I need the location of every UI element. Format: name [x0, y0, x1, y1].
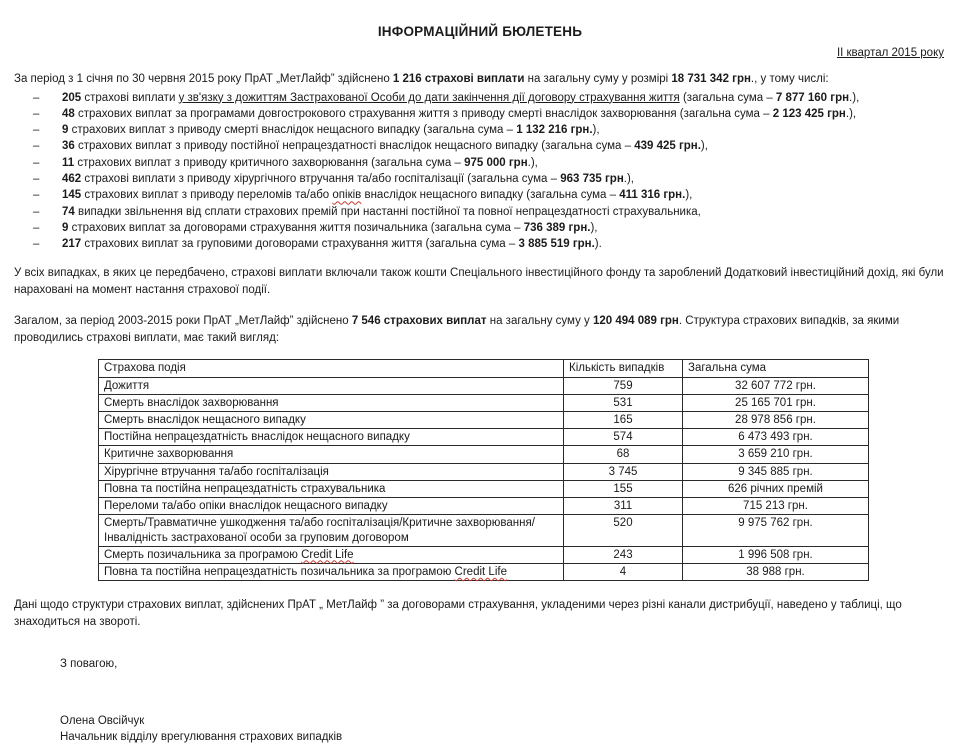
cell-count: 3 745	[564, 463, 683, 480]
text-segment: ),	[700, 140, 708, 153]
text-segment: страхових виплат з приводу постійної непрацездатності внаслідок нещасного випадку (загальна сума –	[74, 140, 635, 153]
cell-sum: 1 996 508 грн.	[683, 546, 869, 563]
text-segment: 462	[62, 172, 82, 185]
cell-count: 759	[564, 377, 683, 394]
claims-table-body	[99, 377, 869, 580]
text-segment: ),	[685, 189, 693, 202]
text-segment: ).	[594, 238, 602, 251]
text-segment: 120 494 089 грн	[592, 315, 679, 328]
text-segment: страхових виплат за груповими договорами страхування життя (загальна сума –	[81, 238, 519, 251]
text-segment: 736 389 грн.	[523, 221, 591, 234]
text-segment: 7 546 страхових виплат	[351, 315, 487, 328]
bullet-item	[14, 171, 946, 187]
text-segment: на загальну суму у	[486, 315, 593, 328]
table-row	[99, 394, 869, 411]
cell-count: 165	[564, 412, 683, 429]
bullet-item	[14, 122, 946, 138]
cell-sum: 715 213 грн.	[683, 498, 869, 515]
text-segment: страхових виплат з приводу переломів та/або	[81, 189, 333, 202]
text-segment: Смерть внаслідок захворювання	[104, 396, 279, 409]
text-segment: страхові виплати	[81, 91, 179, 104]
cell-event	[99, 515, 564, 546]
cell-sum: 6 473 493 грн.	[683, 429, 869, 446]
cell-count: 243	[564, 546, 683, 563]
text-segment: Повна та постійна непрацездатність позичальника за програмою	[104, 565, 455, 578]
text-segment: 18 731 342 грн	[671, 73, 751, 85]
text-segment: 439 425 грн.	[634, 140, 701, 153]
cell-count: 531	[564, 394, 683, 411]
column-header-event: Страхова подія	[99, 360, 564, 377]
text-segment: Смерть внаслідок нещасного випадку	[104, 414, 306, 427]
cell-event	[99, 546, 564, 563]
cell-sum: 28 978 856 грн.	[683, 412, 869, 429]
cell-event	[99, 412, 564, 429]
paragraph-investment-note: У всіх випадках, в яких це передбачено, страхові виплати включали також кошти Спеціального інвестиційного фонду та зароблений Додатковий інвестиційний дохід, які були нараховані на момент настання страхової події.	[14, 267, 944, 296]
text-segment: 3 885 519 грн.	[518, 238, 595, 251]
paragraph-distribution-note: Дані щодо структури страхових виплат, здійснених ПрАТ „ МетЛайф ” за договорами страхування, укладеними через різні канали дистрибуції, наведено у таблиці, що знаходиться на звороті.	[14, 599, 902, 628]
intro-paragraph	[14, 71, 946, 88]
cell-sum: 38 988 грн.	[683, 563, 869, 580]
text-segment: 963 735 грн	[560, 172, 624, 185]
paragraph-total-summary	[14, 313, 946, 346]
table-row	[99, 412, 869, 429]
column-header-sum: Загальна сума	[683, 360, 869, 377]
text-segment: .),	[845, 107, 857, 120]
text-segment: 975 000 грн	[464, 156, 528, 169]
text-segment: Постійна непрацездатність внаслідок нещасного випадку	[104, 431, 410, 444]
text-segment: 205	[62, 91, 82, 104]
text-segment: страхових виплат за договорами страхування життя позичальника (загальна сума –	[68, 221, 524, 234]
text-segment: страхові виплати з приводу хірургічного втручання та/або госпіталізації (загальна сума –	[81, 172, 561, 185]
column-header-count: Кількість випадків	[564, 360, 683, 377]
table-row	[99, 515, 869, 546]
cell-sum: 626 річних премій	[683, 480, 869, 497]
cell-sum: 32 607 772 грн.	[683, 377, 869, 394]
period-text: ІІ квартал 2015 року	[836, 47, 944, 59]
text-segment: страхових виплат з приводу смерті внаслідок нещасного випадку (загальна сума –	[68, 124, 517, 137]
text-segment: Смерть позичальника за програмою	[104, 548, 302, 561]
text-segment: .),	[623, 172, 634, 185]
text-segment: Credit Life	[454, 565, 507, 578]
text-segment: Credit Life	[301, 548, 354, 561]
bullet-item	[14, 155, 946, 171]
bullet-item	[14, 236, 946, 252]
cell-count: 68	[564, 446, 683, 463]
text-segment: страхових виплат з приводу критичного захворювання (загальна сума –	[74, 156, 465, 169]
closing-salutation: З повагою,	[60, 658, 118, 671]
text-segment: Повна та постійна непрацездатність страхувальника	[104, 482, 386, 495]
header-row	[99, 360, 869, 377]
cell-count: 4	[564, 563, 683, 580]
bullet-item	[14, 204, 946, 220]
cell-count: 520	[564, 515, 683, 546]
text-segment: 48	[62, 107, 75, 120]
cell-sum: 25 165 701 грн.	[683, 394, 869, 411]
cell-event	[99, 377, 564, 394]
bullet-item	[14, 106, 946, 122]
table-row	[99, 377, 869, 394]
table-row	[99, 546, 869, 563]
cell-event	[99, 480, 564, 497]
text-segment: .),	[849, 91, 860, 104]
text-segment: ),	[590, 221, 598, 234]
table-row	[99, 498, 869, 515]
period-label	[0, 47, 960, 59]
text-segment: 411 316 грн.	[619, 189, 686, 202]
cell-event	[99, 498, 564, 515]
text-segment: 9	[62, 124, 69, 137]
cell-sum: 9 345 885 грн.	[683, 463, 869, 480]
cell-event	[99, 563, 564, 580]
text-segment: ., у тому числі:	[750, 73, 829, 85]
text-segment: Переломи та/або опіки внаслідок нещасного випадку	[104, 500, 388, 513]
text-segment: Смерть/Травматичне ушкодження та/або госпіталізація/Критичне захворювання/ Інвалідність застрахованої особи за груповим договором	[104, 517, 535, 544]
text-segment: 7 877 160 грн	[775, 91, 850, 104]
text-segment: .),	[527, 156, 538, 169]
text-segment: . Структура страхових випадків, за якими проводились страхові виплати, має такий вигляд:	[14, 315, 900, 344]
table-row	[99, 480, 869, 497]
text-segment: випадки звільнення від сплати страхових премій при настанні постійної та повної непрацездатності страхувальника,	[74, 205, 701, 218]
text-segment: За період з 1 січня по 30 червня 2015 року ПрАТ „МетЛайф” здійснено	[14, 73, 393, 85]
signature-title: Начальник відділу врегулювання страхових випадків	[60, 731, 343, 744]
cell-count: 155	[564, 480, 683, 497]
claims-table-header	[99, 360, 869, 377]
text-segment: Критичне захворювання	[104, 448, 234, 461]
cell-event	[99, 463, 564, 480]
text-segment: 2 123 425 грн	[772, 107, 846, 120]
text-segment: внаслідок нещасного випадку (загальна сума –	[361, 189, 620, 202]
text-segment: Загалом, за період 2003-2015 роки ПрАТ „МетЛайф” здійснено	[14, 315, 352, 328]
bullet-item	[14, 90, 946, 106]
text-segment: 145	[62, 189, 82, 202]
document-body	[0, 71, 960, 746]
cell-event	[99, 429, 564, 446]
cell-count: 311	[564, 498, 683, 515]
table-row	[99, 563, 869, 580]
table-row	[99, 446, 869, 463]
table-row	[99, 463, 869, 480]
text-segment: опіків	[332, 189, 362, 202]
bullet-item	[14, 220, 946, 236]
text-segment: страхових виплат за програмами довгострокового страхування життя з приводу смерті внаслідок захворювання (загальна сума –	[74, 107, 773, 120]
table-row	[99, 429, 869, 446]
text-segment: у зв'язку з дожиттям Застрахованої Особи до дати закінчення дії договору страхування життя	[178, 91, 680, 104]
cell-sum: 9 975 762 грн.	[683, 515, 869, 546]
bullet-item	[14, 138, 946, 154]
text-segment: 9	[62, 221, 69, 234]
text-segment: 1 216 страхові виплати	[392, 73, 525, 85]
text-segment: (загальна сума –	[679, 91, 776, 104]
text-segment: 11	[62, 156, 75, 169]
text-segment: на загальну суму у розмірі	[524, 73, 672, 85]
text-segment: Дожиття	[104, 379, 150, 392]
bullet-item	[14, 187, 946, 203]
text-segment: Хірургічне втручання та/або госпіталізація	[104, 465, 329, 478]
text-segment: 1 132 216 грн.	[516, 124, 593, 137]
cell-event	[99, 394, 564, 411]
cell-sum: 3 659 210 грн.	[683, 446, 869, 463]
document-title: ІНФОРМАЦІЙНИЙ БЮЛЕТЕНЬ	[377, 24, 583, 39]
signature-name: Олена Овсійчук	[60, 714, 145, 727]
text-segment: 217	[62, 238, 82, 251]
cell-event	[99, 446, 564, 463]
cell-count: 574	[564, 429, 683, 446]
claims-table	[98, 359, 869, 581]
text-segment: 74	[62, 205, 75, 218]
payments-bullet-list	[14, 90, 946, 253]
text-segment: ),	[592, 124, 600, 137]
text-segment: 36	[62, 140, 75, 153]
